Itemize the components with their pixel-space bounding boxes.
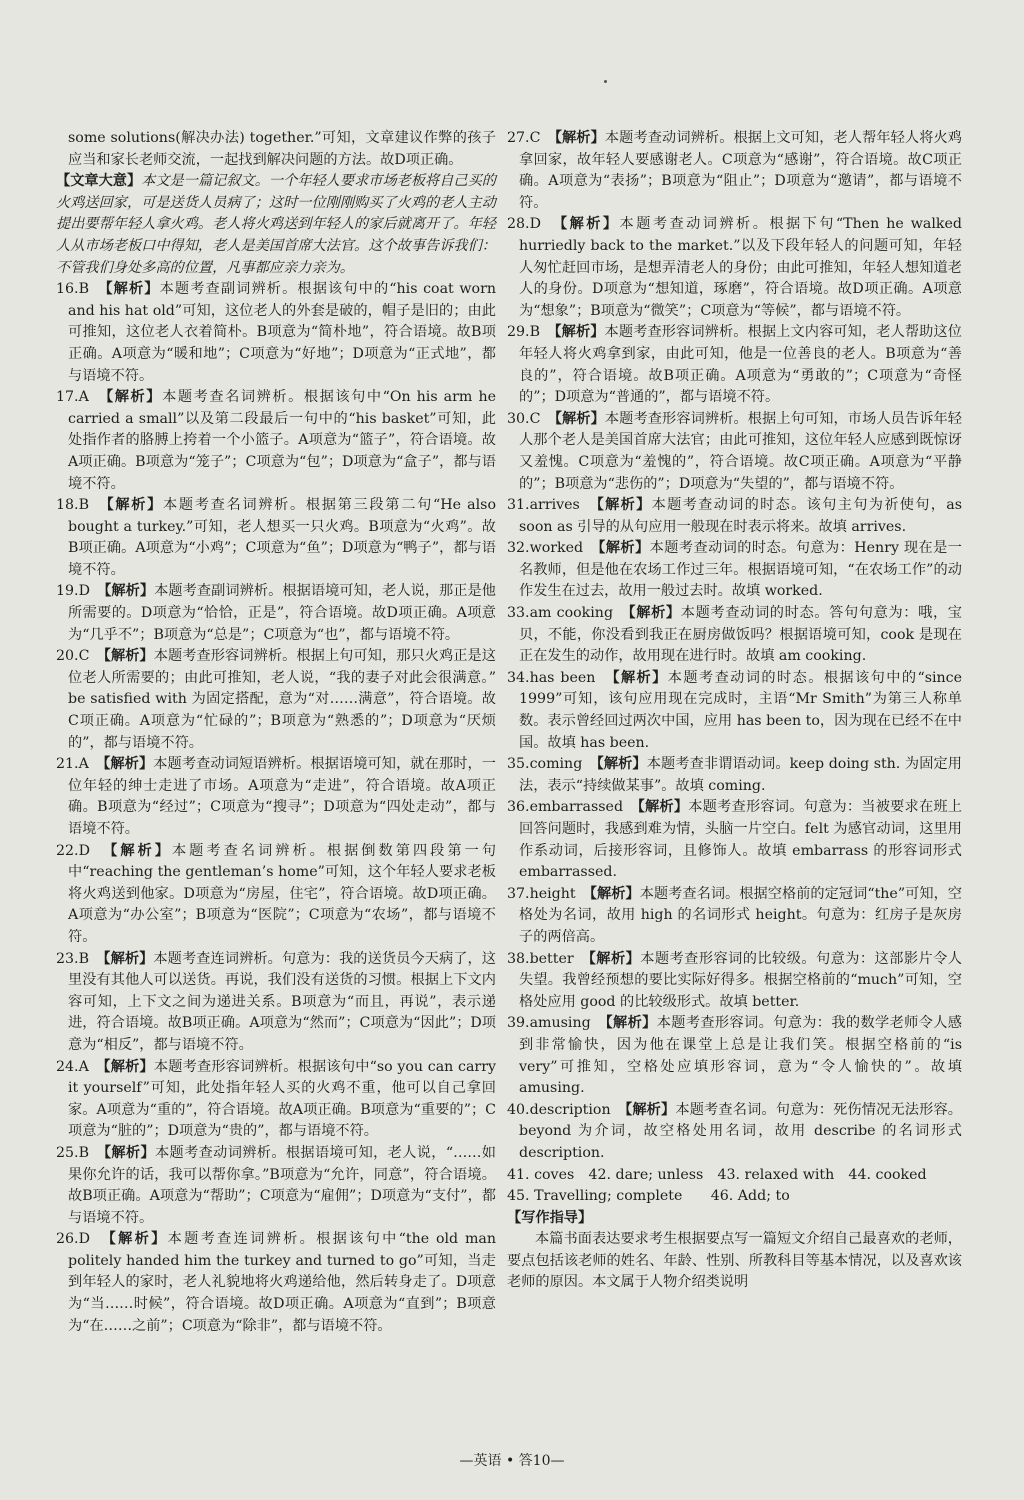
item-tag: 【解析】 <box>589 885 640 902</box>
item-number: 26. <box>56 1231 79 1248</box>
item-number: 22. <box>56 842 79 859</box>
item-number: 20. <box>56 648 79 665</box>
answer-item <box>507 409 962 495</box>
answer-item <box>507 322 962 408</box>
item-explanation: 本题考查动词的时态。句意为：Henry 现在是一名教师，但是他在农场工作过三年。根据语境可知，“在农场工作”的动作发生在过去，故用一般过去时。故填 worked. <box>519 540 962 600</box>
item-tag: 【解析】 <box>560 216 620 233</box>
item-answer: B <box>78 1144 90 1161</box>
item-answer: has been <box>529 669 596 686</box>
item-number: 17. <box>56 389 79 406</box>
item-number: 40. <box>507 1101 530 1118</box>
answer-item <box>507 603 962 668</box>
item-tag: 【解析】 <box>554 130 605 146</box>
scan-dot <box>604 80 607 83</box>
answer-item <box>56 949 496 1057</box>
answer-item <box>507 128 962 214</box>
item-number: 34. <box>507 669 530 686</box>
item-answer: B <box>78 281 90 298</box>
item-answer: D <box>78 842 90 859</box>
item-number: 32. <box>507 540 530 557</box>
item-tag: 【解析】 <box>103 1058 154 1075</box>
item-tag: 【解析】 <box>108 1231 168 1248</box>
item-number: 38. <box>507 950 530 967</box>
item-explanation: 本题考查形容词辨析。根据上句可知，那只火鸡正是这位老人所需要的；由此可推知，老人说，“我的妻子对此会很满意。” be satisfied with 为固定搭配，意为“对……满意”，符合语境。故C项正确。A项意为“忙碌的”；B项意为“熟悉的”；D项意为“厌烦的”，都与语境不符。 <box>68 648 496 751</box>
item-explanation: 本题考查动词短语辨析。根据语境可知，就在那时，一位年轻的绅士走进了市场。A项意为“走进”，符合语境。故A项正确。B项意为“经过”；C项意为“搜寻”；D项意为“四处走动”，都与语境不符。 <box>68 756 496 837</box>
item-explanation: 本题考查形容词的比较级。句意为：这部影片令人失望。我曾经预想的要比实际好得多。根据空格前的“much”可知，空格处应用 good 的比较级形式。故填 better. <box>519 950 962 1010</box>
item-answer: worked <box>529 540 584 557</box>
left-answer-list <box>56 279 496 1337</box>
item-answer: B <box>78 497 90 514</box>
item-answer: B <box>78 950 90 967</box>
item-tag: 【解析】 <box>106 497 164 514</box>
answer-item <box>56 646 496 754</box>
answer-item <box>507 668 962 754</box>
answer-item <box>507 538 962 603</box>
item-tag: 【解析】 <box>596 497 652 514</box>
item-number: 33. <box>507 605 530 622</box>
item-number: 29. <box>507 324 530 341</box>
item-tag: 【解析】 <box>103 1144 155 1161</box>
item-number: 24. <box>56 1058 79 1075</box>
item-tag: 【解析】 <box>554 324 605 341</box>
summary-label: 【文章大意】 <box>56 173 142 190</box>
item-explanation: 本题考查动词辨析。根据下句“Then he walked hurriedly back to the market.”以及下段年轻人的问题可知，年轻人匆忙赶回市场，是想弄清老人的身份；由此可推知，年轻人想知道老人的身份。D项意为“想知道，琢磨”，符合语境。故D项正确。A项意为“想象”；B项意为“微笑”；C项意为“等候”，都与语境不符。 <box>519 216 962 319</box>
item-tag: 【解析】 <box>110 842 172 859</box>
item-explanation: 本题考查副词辨析。根据语境可知，老人说，那正是他所需要的。D项意为“恰恰，正是”，符合语境。故D项正确。A项意为“几乎不”；B项意为“总是”；C项意为“也”，都与语境不符。 <box>68 583 496 643</box>
item-number: 35. <box>507 756 530 773</box>
answers-45-46: 45. Travelling; complete 46. Add; to <box>507 1188 790 1205</box>
intro-continuation: some solutions(解决办法) together.”可知，文章建议作弊的孩子应当和家长老师交流，一起找到解决问题的方法。故D项正确。 <box>68 130 496 168</box>
item-answer: coming <box>529 756 583 773</box>
item-answer: amusing <box>529 1015 591 1032</box>
item-tag: 【解析】 <box>628 605 681 622</box>
item-answer: A <box>78 1058 89 1075</box>
item-answer: D <box>78 1231 90 1248</box>
item-tag: 【解析】 <box>588 950 641 967</box>
item-answer: am cooking <box>529 605 614 622</box>
item-explanation: 本题考查形容词。句意为：我的数学老师令人感到非常愉快，因为他在课堂上总是让我们笑。根据空格前的“is very”可推知，空格处应填形容词，意为“令人愉快的”。故填 amusing. <box>519 1015 962 1097</box>
item-tag: 【解析】 <box>612 669 668 686</box>
writing-guide-label: 【写作指导】 <box>507 1209 593 1226</box>
writing-guide-text: 本篇书面表达要求考生根据要点写一篇短文介绍自己最喜欢的老师，要点包括该老师的姓名、年龄、性别、所教科目等基本情况，以及喜欢该老师的原因。本文属于人物介绍类说明 <box>507 1231 962 1291</box>
item-number: 19. <box>56 583 79 600</box>
item-explanation: 本题考查动词的时态。该句主句为祈使句，as soon as 引导的从句应用一般现在时表示将来。故填 arrives. <box>519 497 962 535</box>
item-explanation: 本题考查动词辨析。根据语境可知，老人说，“……如果你允许的话，我可以帮你拿。”B项意为“允许，同意”，符合语境。故B项正确。A项意为“帮助”；C项意为“雇佣”；D项意为“支付”，都与语境不符。 <box>68 1144 496 1226</box>
answer-item <box>56 495 496 581</box>
item-explanation: 本题考查动词的时态。答句句意为：哦，宝贝，不能，你没看到我正在厨房做饭吗？根据语境可知，cook 是现在正在发生的动作，故用现在进行时。故填 am cooking. <box>519 605 962 665</box>
answer-item <box>507 1013 962 1099</box>
item-explanation: 本题考查连词辨析。句意为：我的送货员今天病了，这里没有其他人可以送货。再说，我们没有送货的习惯。根据上下文内容可知，上下文之间为递进关系。B项意为“而且，再说”，表示递进，符合语境。故B项正确。A项意为“然而”；C项意为“因此”；D项意为“相反”，都与语境不符。 <box>68 950 496 1053</box>
item-answer: D <box>529 216 541 233</box>
item-tag: 【解析】 <box>625 1101 676 1118</box>
item-tag: 【解析】 <box>637 799 689 816</box>
answer-item <box>56 279 496 387</box>
right-column <box>507 128 962 1294</box>
item-number: 36. <box>507 799 530 816</box>
item-explanation: 本题考查名词辨析。根据该句中“On his arm he carried a small”以及第二段最后一句中的“his basket”可知，此处指作者的胳膊上挎着一个小篮子。A项意为“篮子”，符合语境。故A项正确。B项意为“笼子”；C项意为“包”；D项意为“盒子”，都与语境不符。 <box>68 389 496 492</box>
item-answer: C <box>529 410 541 427</box>
item-explanation: 本题考查动词的时态。根据该句中的“since 1999”可知，该句应用现在完成时，主语“Mr Smith”为第三人称单数。表示曾经回过两次中国，应用 has been to，因为现在已经不在中国。故填 has been. <box>519 669 962 751</box>
item-answer: B <box>529 324 541 341</box>
answer-item <box>507 949 962 1014</box>
answer-item <box>507 1100 962 1165</box>
item-answer: description <box>529 1101 611 1118</box>
answers-41-44: 41. coves 42. dare; unless 43. relaxed with 44. cooked <box>507 1166 927 1183</box>
item-number: 16. <box>56 281 79 298</box>
left-column <box>56 128 496 1337</box>
answer-item <box>507 884 962 949</box>
item-number: 18. <box>56 497 79 514</box>
answer-item <box>56 581 496 646</box>
item-tag: 【解析】 <box>106 389 163 406</box>
item-explanation: 本题考查连词辨析。根据该句中“the old man politely handed him the turkey and turned to go”可知，当走到年轻人的家时，老人礼貌地将火鸡递给他，然后转身走了。D项意为“当……时候”，符合语境。故D项正确。A项意为“直到”；B项意为“在……之前”；C项意为“除非”，都与语境不符。 <box>68 1231 496 1334</box>
answer-item <box>507 214 962 322</box>
item-number: 23. <box>56 950 79 967</box>
item-explanation: 本题考查形容词辨析。根据上文内容可知，老人帮助这位年轻人将火鸡拿到家，由此可知，他是一位善良的老人。B项意为“善良的”，符合语境。故B项正确。A项意为“勇敢的”；C项意为“奇怪的”；D项意为“普通的”，都与语境不符。 <box>519 324 962 406</box>
item-answer: embarrassed <box>529 799 624 816</box>
item-tag: 【解析】 <box>596 756 647 773</box>
answer-item <box>56 1229 496 1337</box>
item-tag: 【解析】 <box>103 756 154 773</box>
right-answer-list <box>507 128 962 1165</box>
item-explanation: 本题考查名词。句意为：死伤情况无法形容。beyond 为介词，故空格处用名词，故用 describe 的名词形式 description. <box>519 1101 962 1161</box>
article-summary <box>56 171 496 279</box>
item-number: 31. <box>507 497 530 514</box>
item-number: 27. <box>507 130 530 146</box>
item-tag: 【解析】 <box>104 583 155 600</box>
answer-item <box>56 841 496 949</box>
item-number: 25. <box>56 1144 79 1161</box>
answer-item <box>507 797 962 883</box>
item-number: 30. <box>507 410 530 427</box>
item-explanation: 本题考查名词辨析。根据第三段第二句“He also bought a turkey.”可知，老人想买一只火鸡。B项意为“火鸡”。故B项正确。A项意为“小鸡”；C项意为“鱼”；D项意为“鸭子”，都与语境不符。 <box>68 497 496 578</box>
answer-item <box>507 495 962 538</box>
item-tag: 【解析】 <box>605 1015 657 1032</box>
item-answer: A <box>78 389 89 406</box>
item-tag: 【解析】 <box>103 950 154 967</box>
answer-item <box>56 1143 496 1229</box>
item-number: 28. <box>507 216 530 233</box>
item-explanation: 本题考查动词辨析。根据上文可知，老人帮年轻人将火鸡拿回家，故年轻人要感谢老人。C项意为“感谢”，符合语境。故C项正确。A项意为“表扬”；B项意为“阻止”；D项意为“邀请”，都与语境不符。 <box>519 130 962 211</box>
answer-item <box>507 754 962 797</box>
item-tag: 【解析】 <box>103 648 154 665</box>
item-explanation: 本题考查形容词辨析。根据上句可知，市场人员告诉年轻人那个老人是美国首席大法官；由此可推知，这位年轻人应感到既惊讶又羞愧。C项意为“羞愧的”，符合语境。故C项正确。A项意为“平静的”；B项意为“悲伤的”；D项意为“失望的”，都与语境不符。 <box>519 410 962 492</box>
answer-item <box>56 1057 496 1143</box>
item-explanation: 本题考查形容词辨析。根据该句中“so you can carry it yourself”可知，此处指年轻人买的火鸡不重，他可以自己拿回家。A项意为“重的”，符合语境。故A项正确。B项意为“重要的”；C项意为“脏的”；D项意为“贵的”，都与语境不符。 <box>68 1058 496 1140</box>
item-explanation: 本题考查名词。根据空格前的定冠词“the”可知，空格处为名词，故用 high 的名词形式 height。句意为：红房子是灰房子的两倍高。 <box>519 885 962 945</box>
answer-item <box>56 387 496 495</box>
summary-text: 本文是一篇记叙文。一个年轻人要求市场老板将自己买的火鸡送回家，可是送货人员病了；这时一位刚刚购买了火鸡的老人主动提出要帮年轻人拿火鸡。老人将火鸡送到年轻人的家后就离开了。年轻人从市场老板口中得知，老人是美国首席大法官。这个故事告诉我们：不管我们身处多高的位置，凡事都应亲力亲为。 <box>56 173 496 276</box>
item-tag: 【解析】 <box>598 540 650 557</box>
item-answer: A <box>78 756 89 773</box>
item-explanation: 本题考查非谓语动词。keep doing sth. 为固定用法，表示“持续做某事”。故填 coming. <box>519 756 962 794</box>
item-explanation: 本题考查名词辨析。根据倒数第四段第一句中“reaching the gentleman’s home”可知，这个年轻人要求老板将火鸡送到他家。D项意为“房屋，住宅”，符合语境。故D项正确。A项意为“办公室”；B项意为“医院”；C项意为“农场”，都与语境不符。 <box>68 842 496 945</box>
item-answer: better <box>529 950 574 967</box>
page-footer: —英语 • 答10— <box>459 1453 565 1469</box>
item-answer: C <box>78 648 90 665</box>
item-tag: 【解析】 <box>554 410 605 427</box>
item-number: 21. <box>56 756 79 773</box>
answer-item <box>56 754 496 840</box>
item-number: 37. <box>507 885 530 902</box>
item-tag: 【解析】 <box>105 281 160 298</box>
item-explanation: 本题考查形容词。句意为：当被要求在班上回答问题时，我感到难为情，头脑一片空白。felt 为感官动词，这里用作系动词，后接形容词，且修饰人。故填 embarrass 的形容词形式 embarrassed. <box>519 799 962 881</box>
item-answer: C <box>529 130 541 146</box>
item-number: 39. <box>507 1015 530 1032</box>
item-answer: arrives <box>529 497 580 514</box>
item-explanation: 本题考查副词辨析。根据该句中的“his coat worn and his hat old”可知，这位老人的外套是破的，帽子是旧的；由此可推知，这位老人衣着简朴。B项意为“简朴地”，符合语境。故B项正确。A项意为“暖和地”；C项意为“好地”；D项意为“正式地”，都与语境不符。 <box>68 281 496 384</box>
item-answer: height <box>529 885 576 902</box>
item-answer: D <box>78 583 90 600</box>
